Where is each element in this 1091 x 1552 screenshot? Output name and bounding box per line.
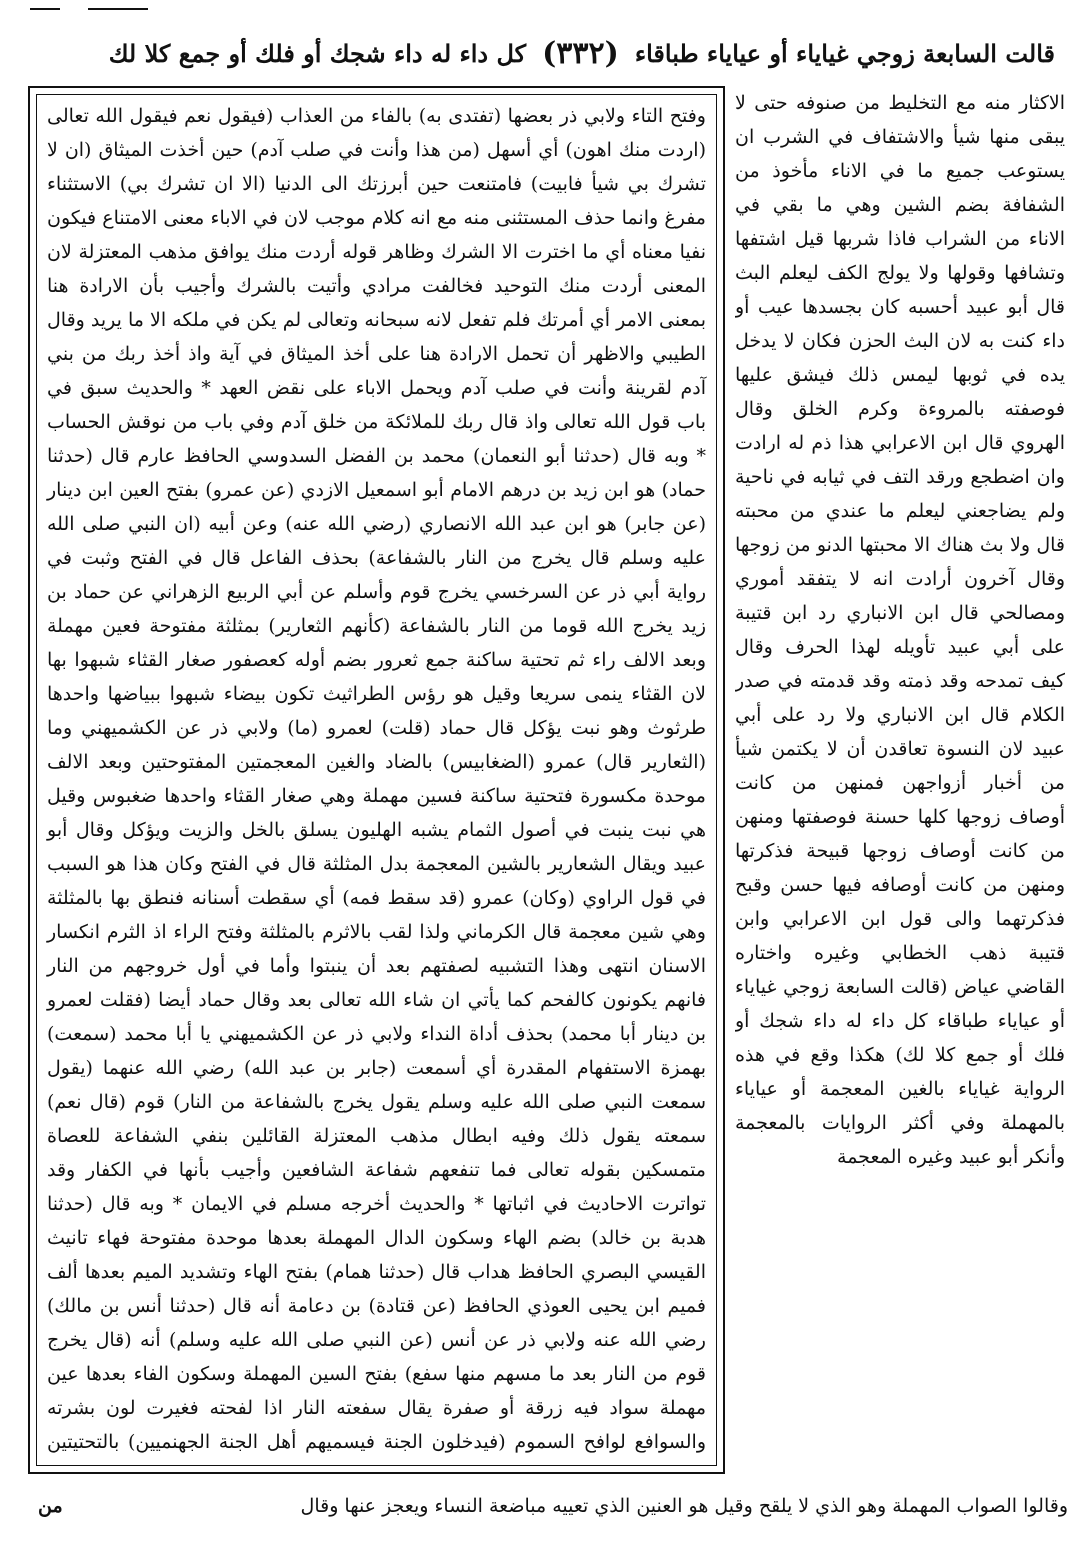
commentary-body — [36, 94, 717, 1466]
running-header — [40, 30, 1055, 76]
page-number: (٣٣٢) — [542, 35, 619, 71]
top-rule-right — [88, 8, 148, 10]
header-text-left: كل داء له داء شجك أو فلك أو جمع كلا لك — [108, 38, 527, 68]
catchword: من — [38, 1495, 63, 1517]
top-rule-left — [30, 8, 60, 10]
footer-text: وقالوا الصواب المهملة وهو الذي لا يلقح وقيل هو العنين الذي تعييه مباضعة النساء ويعجز عنها وقال — [300, 1495, 1068, 1517]
gloss-paragraph: الاكثار منه مع التخليط من صنوفه حتى لا يبقى منها شيأ والاشتفاف في الشرب ان يستوعب جميع ما في الاناء مأخوذ من الشفافة بضم الشين وهي ما بقي في الاناء من الشراب فاذا شربها قيل اشتفها وتشافها وقولها ولا يولج الكف ليعلم البث قال أبو عبيد أحسبه كان بجسدها عيب أو داء كنت به لان البث الحزن فكان لا يدخل يده في ثوبها ليمس ذلك فيشق عليها فوصفته بالمروءة وكرم الخلق وقال الهروي قال ابن الاعرابي هذا ذم له ارادت وان اضطجع ورقد التف في ثيابه في ناحية ولم يضاجعني ليعلم ما عندي من محبته قال ولا بث هناك الا محبتها الدنو من زوجها وقال آخرون أرادت انه لا يتفقد أموري ومصالحي قال ابن الانباري رد ابن قتيبة على أبي عبيد تأويله لهذا الحرف وقال كيف تمدحه وقد ذمته وقد قدمته في صدر الكلام قال ابن الانباري ولا رد على أبي عبيد لان النسوة تعاقدن أن لا يكتمن شيأ من أخبار أزواجهن فمنهن من كانت أوصاف زوجها كلها حسنة فوصفتها ومنهن من كانت أوصاف زوجها قبيحة فذكرتها ومنهن من كانت أوصافه فيها حسن وقبح فذكرتهما والى قول ابن الاعرابي وابن قتيبة ذهب الخطابي وغيره واختاره القاضي عياض (قالت السابعة زوجي غياياء أو عياياء طباقاء كل داء له داء شجك أو فلك أو جمع كلا لك) هكذا وقع في هذه الرواية غياياء بالغين المعجمة أو عياياء بالمهملة وفي أكثر الروايات بالمعجمة وأنكر أبو عبيد وغيره المعجمة — [735, 92, 1065, 1168]
header-text-right: قالت السابعة زوجي غياياء أو عياياء طباقاء — [634, 38, 1055, 68]
commentary-frame — [28, 86, 725, 1474]
page-footer — [28, 1486, 1068, 1526]
margin-gloss — [735, 86, 1065, 1486]
commentary-paragraph: وفتح التاء ولابي ذر بعضها (تفتدى به) بالفاء من العذاب (فيقول نعم فيقول الله تعالى (اردت منك اهون) أي أسهل (من هذا وأنت في صلب آدم) حين أخذت الميثاق (ان لا تشرك بي شيأ فابيت) فامتنعت حين أبرزتك الى الدنيا (الا ان تشرك بي) الاستثناء مفرغ وانما حذف المستثنى منه مع انه كلام موجب لان في الاباء معنى الامتناع فيكون نفيا معناه أي ما اخترت الا الشرك وظاهر قوله أردت منك يوافق مذهب المعتزلة لان المعنى أردت منك التوحيد فخالفت مرادي وأتيت بالشرك وأجيب بأن الارادة هنا بمعنى الامر أي أمرتك فلم تفعل لانه سبحانه وتعالى لم يكن في ملكه الا ما يريد وقال الطيبي والاظهر أن تحمل الارادة هنا على أخذ الميثاق في آية واذ أخذ ربك من بني آدم لقرينة وأنت في صلب آدم ويحمل الاباء على نقض العهد * والحديث سبق في باب قول الله تعالى واذ قال ربك للملائكة من خلق آدم وفي باب من نوقش الحساب * وبه قال (حدثنا أبو النعمان) محمد بن الفضل السدوسي الحافظ عارم قال (حدثنا حماد) هو ابن زيد بن درهم الامام أبو اسمعيل الازدي (عن عمرو) بفتح العين ابن دينار (عن جابر) هو ابن عبد الله الانصاري (رضي الله عنه) وعن أبيه (ان النبي صلى الله عليه وسلم قال يخرج من النار بالشفاعة) بحذف الفاعل قال في الفتح وثبت في رواية أبي ذر عن السرخسي يخرج قوم وأسلم عن أبي الربيع الزهراني عن حماد بن زيد يخرج الله قوما من النار بالشفاعة (كأنهم الثعارير) بمثلثة مفتوحة فعين مهملة وبعد الالف راء ثم تحتية ساكنة جمع ثعرور بضم أوله كعصفور صغار القثاء شبهوا بها لان القثاء ينمى سريعا وقيل هو رؤس الطراثيث تكون بيضاء شبهوا ببياضها واحدها طرثوث وهو نبت يؤكل قال حماد (قلت) لعمرو (ما) ولابي ذر عن الكشميهني وما (الثعارير قال) عمرو (الضغابيس) بالضاد والغين المعجمتين المفتوحتين وبعد الالف موحدة مكسورة فتحتية ساكنة فسين مهملة وهي صغار القثاء واحدها ضغبوس وقيل هي نبت ينبت في أصول الثمام يشبه الهليون يسلق بالخل والزيت ويؤكل وقال أبو عبيد ويقال الشعارير بالشين المعجمة بدل المثلثة قال في الفتح وكان هذا هو السبب في قول الراوي (وكان) عمرو (قد سقط فمه) أي سقطت أسنانه فنطق بها بالمثلثة وهي شين معجمة قال الكرماني ولذا لقب بالاثرم بالمثلثة وفتح الراء اذ الثرم انكسار الاسنان انتهى وهذا التشبيه لصفتهم بعد أن ينبتوا وأما في أول خروجهم من النار فانهم يكونون كالفحم كما يأتي ان شاء الله تعالى بعد وقال حماد أيضا (فقلت لعمرو بن دينار أبا محمد) بحذف أداة النداء ولابي ذر عن الكشميهني يا أبا محمد (سمعت) بهمزة الاستفهام المقدرة أي أسمعت (جابر بن عبد الله) رضي الله عنهما (يقول سمعت النبي صلى الله عليه وسلم يقول يخرج بالشفاعة من النار) قوم (قال نعم) سمعته يقول ذلك وفيه ابطال مذهب المعتزلة القائلين بنفي الشفاعة للعصاة متمسكين بقوله تعالى فما تنفعهم شفاعة الشافعين وأجيب بأنها في الكفار وقد تواترت الاحاديث في اثباتها * والحديث أخرجه مسلم في الايمان * وبه قال (حدثنا هدبة بن خالد) بضم الهاء وسكون الدال المهملة بعدها موحدة مفتوحة فهاء تانيث القيسي البصري الحافظ هداب قال (حدثنا همام) بفتح الهاء وتشديد الميم بعدها ألف فميم ابن يحيى العوذي الحافظ (عن قتادة) بن دعامة أنه قال (حدثنا أنس بن مالك) رضي الله عنه ولابي ذر عن أنس (عن النبي صلى الله عليه وسلم) أنه (قال يخرج قوم من النار بعد ما مسهم منها سفع) بفتح السين المهملة وسكون الفاء بعدها عين مهملة سواد فيه زرقة أو صفرة يقال سفعته النار اذا لفحته فغيرت لون بشرته والسوافع لوافح السموم (فيدخلون الجنة فيسميهم أهل الجنة الجهنميين) بالتحتيتين — [47, 105, 706, 1453]
